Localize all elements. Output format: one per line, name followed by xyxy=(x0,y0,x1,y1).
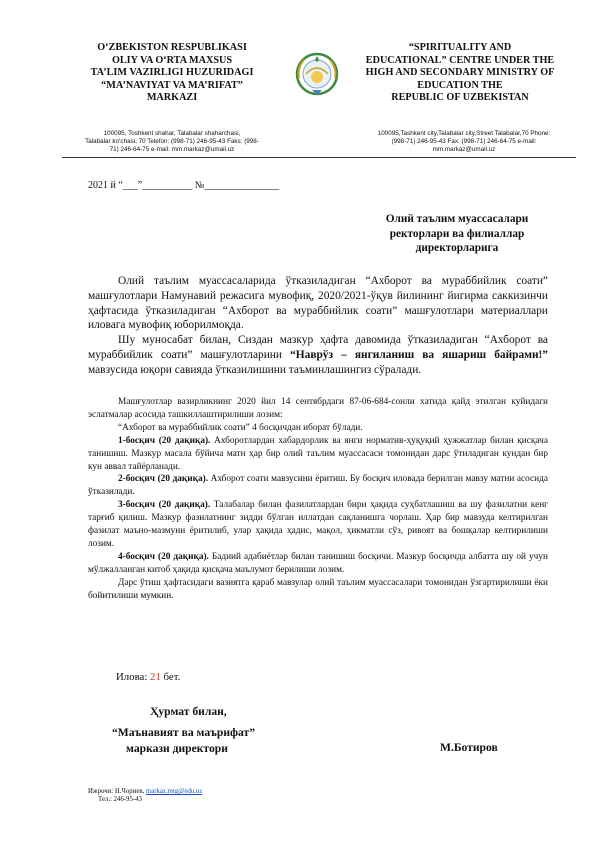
closing-regards: Ҳурмат билан, xyxy=(150,705,227,718)
address-line: 100095,Tashkent city,Talabalar city,Street Talabalar,70 Phone: xyxy=(377,130,551,137)
header-right-line: EDUCATION THE xyxy=(417,79,503,91)
address-line: Talabalar ko‘chasi, 70 Telefon: (998-71) 246-95-43 Faks: (998- xyxy=(85,138,259,146)
body-paragraph-1: Олий таълим муассасаларида ўтказиладиган “Ахборот ва мураббийлик соати” машғулотлари Намунавий режасига мувофиқ, 2020/2021-ўқув йилининг йигирма саккизинчи ҳафтасида ўтказиладиган “Ахборот ва мураббийлик соати” машғулотлари материаллари иловага мувофиқ юборилмоқда. xyxy=(88,275,548,332)
appendix-note: Илова: 21 бет. xyxy=(116,671,181,683)
addressee-block xyxy=(352,212,562,256)
header-left-line: OLIY VA O‘RTA MAXSUS xyxy=(111,54,233,66)
executor-phone: Тел.: 246-95-43 xyxy=(98,796,142,804)
header-org-name-uz xyxy=(62,42,282,105)
header-org-name-en xyxy=(344,42,576,105)
address-line: (998-71) 246-95-43 Fax: (998-71) 246-64-75 e-mail: xyxy=(391,138,537,146)
addressee-line: Олий таълим муассасалари xyxy=(385,213,529,225)
addressee-line: директорларига xyxy=(415,242,499,254)
stage-4: 4-босқич (20 дақиқа). Бадиий адабиётлар билан танишиш босқичи. Мазкур босқичда албатта шу ой учун мўлжалланган китоб ҳақида қисқача маълумот берилиши лозим. xyxy=(88,551,548,575)
stage-1: 1-босқич (20 дақиқа). Ахборотлардан хабардорлик ва янги норматив-ҳуқуқий ҳужжатлар билан қисқача танишиш. Мазкур масала бўйича матн ҳар бир олий таълим муассасаси томонидан дарс ўтиладиган кундан бир кун аввал тайёрланади. xyxy=(88,435,548,472)
address-line: 71) 246-64-75 e-mail: mm.markaz@umail.uz xyxy=(109,146,235,154)
executor-footer: Ижрочи: Н.Чориев, markaz.mtg@edu.uz Тел.: 246-95-43 xyxy=(88,788,203,804)
addressee-line: ректорлари ва филиаллар xyxy=(389,227,525,240)
header-left-line: O‘ZBEKISTON RESPUBLIKASI xyxy=(97,42,247,53)
letter-body-instructions xyxy=(88,396,548,603)
header-right-line: HIGH AND SECONDARY MINISTRY OF xyxy=(365,67,555,79)
address-line: 100095, Toshkent shahar, Talabalar shaharchasi, xyxy=(103,130,241,137)
header-address-en xyxy=(356,130,572,155)
executor-email-link[interactable]: markaz.mtg@edu.uz xyxy=(145,788,203,795)
header-left-line: “MA’NAVIYAT VA MA’RIFAT” xyxy=(101,79,243,91)
header-left-line: TA’LIM VAZIRLIGI HUZURIDAGI xyxy=(90,67,254,79)
header-right-line: REPUBLIC OF UZBEKISTAN xyxy=(391,92,529,104)
instruction-stages: “Ахборот ва мураббийлик соати” 4 босқичдан иборат бўлади. xyxy=(118,422,363,433)
appendix-page-count: 21 xyxy=(150,671,161,683)
signatory-title: “Маънавият ва маърифат” маркази директори xyxy=(112,726,256,755)
stage-3: 3-босқич (20 дақиқа). Талабалар билан фазилатлардан бири ҳақида суҳбатлашиш ва шу фазилатни кенг тарғиб қилиш. Мазкур фазилатнинг зидди бўлган иллатдан сақланишга чорлаш. Ҳар бир мавзуда келтирилган фазилат маъно-мазмуни ёритилиб, улар ҳақида ҳадис, мақол, ҳикматли сўз, ривоят ва бошқалар келтирилиши лозим. xyxy=(88,500,548,549)
header-right-line: EDUCATIONAL” CENTRE UNDER THE xyxy=(365,54,555,66)
instruction-note: Дарс ўтиш ҳафтасидаги вазиятга қараб мавзулар олий таълим муассасалари томонидан ўзгартирилиши ёки бойитилиши мумкин. xyxy=(88,577,548,601)
state-emblem-icon xyxy=(294,48,340,100)
address-line: mm.markaz@umail.uz xyxy=(432,146,496,154)
letter-body-main xyxy=(88,274,548,378)
header-divider xyxy=(62,157,576,158)
header-right-line: “SPIRITUALITY AND xyxy=(408,42,512,53)
stage-2: 2-босқич (20 дақиқа). Ахборот соати мавзусини ёритиш. Бу босқич иловада берилган мавзу матни асосида ўтказилади. xyxy=(88,474,548,498)
instruction-intro: Машғулотлар вазирликнинг 2020 йил 14 сентябрдаги 87-06-684-сонли хатида қайд этилган куйидаги эслатмалар асосида ташкиллаштирилиши лозим: xyxy=(88,397,548,420)
body-paragraph-2: Шу муносабат билан, Сиздан мазкур ҳафта давомида ўтказиладиган “Ахборот ва мураббийлик соати” машғулотларини “Наврўз – янгиланиш ва яшариш байрами!” мавзусида юқори савияда ўтказилишини таъминлашингиз сўралади. xyxy=(88,334,548,376)
signatory-name: М.Ботиров xyxy=(440,741,498,754)
topic-title: “Наврўз – янгиланиш ва яшариш байрами!” xyxy=(290,348,548,361)
header-left-line: MARKAZI xyxy=(146,92,198,104)
header-address-uz xyxy=(70,130,274,155)
date-number-line: 2021 й “___”__________ №_______________ xyxy=(88,180,280,191)
